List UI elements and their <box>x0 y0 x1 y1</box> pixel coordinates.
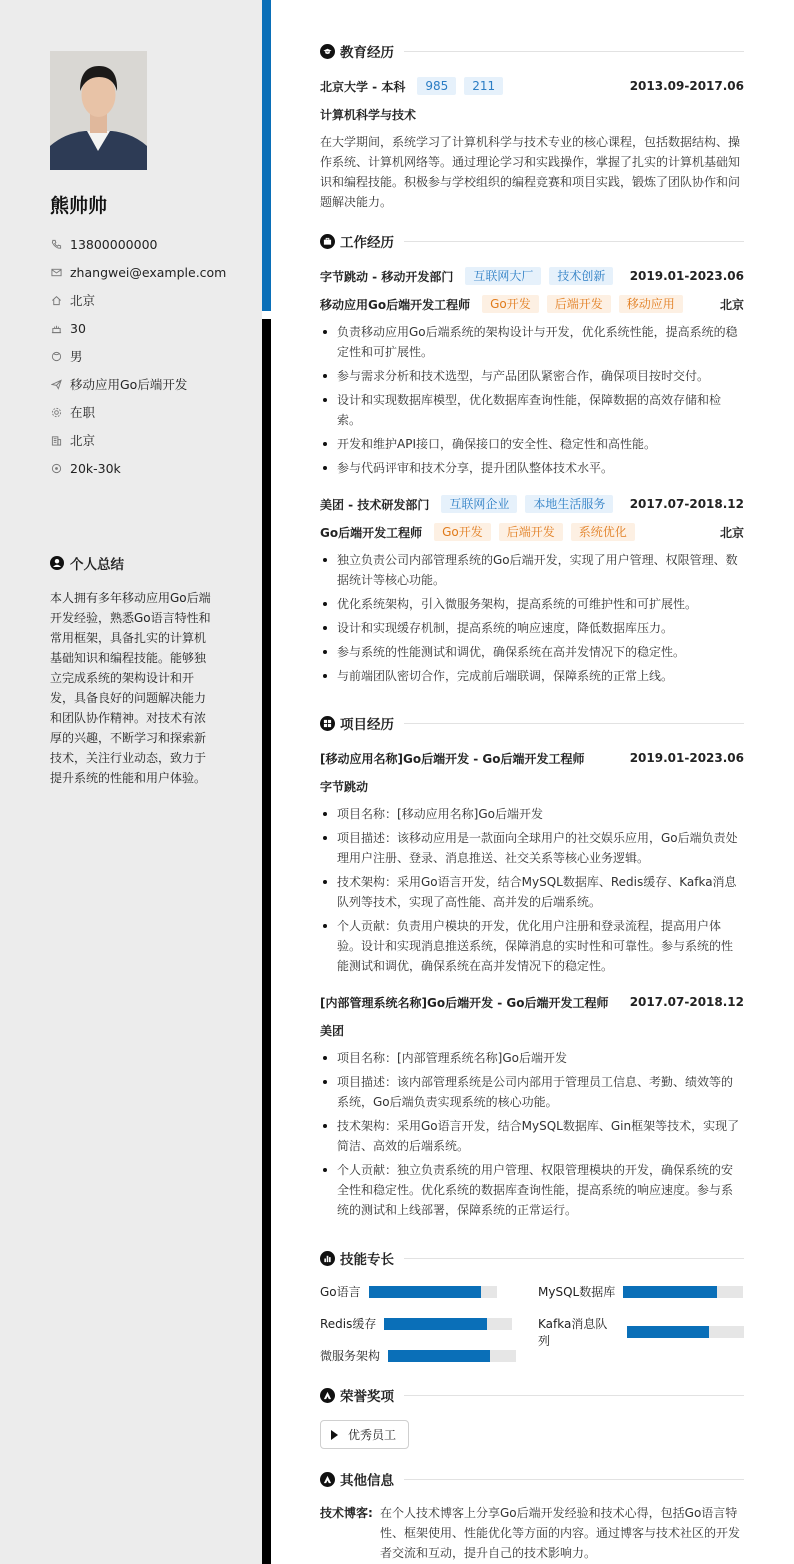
skill-item <box>538 1315 744 1349</box>
info-email <box>50 258 226 286</box>
project-name: [移动应用名称]Go后端开发 - Go后端开发工程师 <box>320 751 585 766</box>
skill-bar <box>369 1286 497 1298</box>
project-header <box>320 992 744 1012</box>
info-text: 北京 <box>70 433 96 448</box>
info-text: 20k-30k <box>70 460 121 476</box>
date: 2013.09-2017.06 <box>629 79 744 93</box>
school-name: 北京大学 - 本科 <box>320 79 406 94</box>
tag: 移动应用 <box>619 295 683 313</box>
project-bullets <box>320 1048 744 1224</box>
list-item: 参与需求分析和技术选型，与产品团队紧密合作，确保项目按时交付。 <box>320 366 744 386</box>
job-role-row <box>320 522 744 542</box>
summary-text: 本人拥有多年移动应用Go后端开发经验，熟悉Go语言特性和常用框架，具备扎实的计算机基础知识和编程技能。能够独立完成系统的架构设计和开发，具备良好的问题解决能力和团队协作精神。对技术有浓厚的兴趣，不断学习和探索新技术，关注行业动态，致力于提升系统的性能和用户体验。 <box>50 591 211 785</box>
section-divider <box>404 51 744 52</box>
job-header <box>320 266 744 286</box>
building-icon <box>50 434 62 446</box>
tag: Go开发 <box>434 523 491 541</box>
salary-icon <box>50 462 62 474</box>
tag: 互联网企业 <box>441 495 517 513</box>
list-item: 技术架构：采用Go语言开发，结合MySQL数据库、Redis缓存、Kafka消息队列等技术，实现了高性能、高并发的后端系统。 <box>320 872 744 912</box>
city: 北京 <box>719 297 744 312</box>
list-item: 开发和维护API接口，确保接口的安全性、稳定性和高性能。 <box>320 434 744 454</box>
info-text: 移动应用Go后端开发 <box>70 377 188 392</box>
skill-name: 微服务架构 <box>320 1349 381 1363</box>
education-major-row <box>320 104 744 124</box>
profile-photo <box>50 51 147 170</box>
info-text: 13800000000 <box>70 236 158 252</box>
info-text: 在职 <box>70 405 96 420</box>
list-item: 个人贡献：独立负责系统的用户管理、权限管理模块的开发，确保系统的安全性和稳定性。优化系统的数据库查询性能，提高系统的响应速度。参与系统的测试和上线部署，保障系统的正常运行。 <box>320 1160 744 1220</box>
play-icon <box>331 1430 338 1440</box>
section-divider <box>404 241 744 242</box>
grid-icon <box>320 716 335 731</box>
info-salary <box>50 454 226 482</box>
project-org: 字节跳动 <box>320 779 369 794</box>
skill-fill <box>369 1286 482 1298</box>
other-info-row <box>320 1503 744 1563</box>
list-item: 优化系统架构，引入微服务架构，提高系统的可维护性和可扩展性。 <box>320 594 744 614</box>
tag: 技术创新 <box>549 267 613 285</box>
skill-name: Redis缓存 <box>320 1317 377 1331</box>
info-text: 30 <box>70 320 86 336</box>
list-item: 参与代码评审和技术分享，提升团队整体技术水平。 <box>320 458 744 478</box>
section-divider <box>404 1395 744 1396</box>
skill-fill <box>627 1326 709 1338</box>
date: 2017.07-2018.12 <box>629 995 744 1009</box>
skill-name: Go语言 <box>320 1285 361 1299</box>
user-icon <box>50 556 64 570</box>
skill-bar <box>623 1286 743 1298</box>
date: 2019.01-2023.06 <box>629 751 744 765</box>
summary-heading <box>50 553 124 573</box>
info-gender <box>50 342 226 370</box>
list-item: 设计和实现数据库模型，优化数据库查询性能，保障数据的高效存储和检索。 <box>320 390 744 430</box>
project-header <box>320 748 744 768</box>
divider-bar <box>262 319 271 1564</box>
award-icon <box>320 1388 335 1403</box>
award-item <box>320 1420 409 1449</box>
section-divider <box>404 723 744 724</box>
job-bullets <box>320 550 744 690</box>
city: 北京 <box>719 525 744 540</box>
candidate-name: 熊帅帅 <box>50 195 108 217</box>
phone-icon <box>50 238 62 250</box>
project-name: [内部管理系统名称]Go后端开发 - Go后端开发工程师 <box>320 995 609 1010</box>
other-text: 在个人技术博客上分享Go后端开发经验和技术心得，包括Go语言特性、框架使用、性能优化等方面的内容。通过博客与技术社区的开发者交流和互动，提升自己的技术影响力。 <box>380 1506 741 1560</box>
home-icon <box>50 294 62 306</box>
job-header <box>320 494 744 514</box>
list-item: 项目名称：[内部管理系统名称]Go后端开发 <box>320 1048 744 1068</box>
skill-fill <box>388 1350 490 1362</box>
other-heading <box>320 1469 744 1489</box>
work-heading <box>320 231 744 251</box>
list-item: 设计和实现缓存机制，提高系统的响应速度，降低数据库压力。 <box>320 618 744 638</box>
info-icon <box>320 1472 335 1487</box>
send-icon <box>50 378 62 390</box>
company: 美团 - 技术研发部门 <box>320 497 430 512</box>
skill-item <box>320 1315 512 1332</box>
role: 移动应用Go后端开发工程师 <box>320 297 471 312</box>
section-title: 荣誉奖项 <box>340 1389 394 1405</box>
info-text: 北京 <box>70 293 96 308</box>
list-item: 负责移动应用Go后端系统的架构设计与开发，优化系统性能，提高系统的稳定性和可扩展性。 <box>320 322 744 362</box>
list-item: 项目名称：[移动应用名称]Go后端开发 <box>320 804 744 824</box>
skills-heading <box>320 1248 744 1268</box>
skill-name: Kafka消息队列 <box>538 1317 608 1348</box>
project-org: 美团 <box>320 1023 345 1038</box>
tag: 后端开发 <box>547 295 611 313</box>
gender-icon <box>50 350 62 362</box>
section-title: 项目经历 <box>340 717 394 733</box>
section-divider <box>404 1258 744 1259</box>
section-title: 技能专长 <box>340 1252 394 1268</box>
info-phone <box>50 230 226 258</box>
tag: 211 <box>464 77 503 95</box>
summary-title: 个人总结 <box>70 557 124 573</box>
age-icon <box>50 322 62 334</box>
skill-fill <box>384 1318 486 1330</box>
list-item: 独立负责公司内部管理系统的Go后端开发，实现了用户管理、权限管理、数据统计等核心功能。 <box>320 550 744 590</box>
list-item: 技术架构：采用Go语言开发，结合MySQL数据库、Gin框架等技术，实现了简洁、高效的后端系统。 <box>320 1116 744 1156</box>
info-text: 男 <box>70 349 83 364</box>
skill-item <box>538 1283 743 1300</box>
skill-name: MySQL数据库 <box>538 1285 616 1299</box>
skill-fill <box>623 1286 717 1298</box>
major: 计算机科学与技术 <box>320 107 417 122</box>
projects-heading <box>320 713 744 733</box>
info-age <box>50 314 226 342</box>
graduation-cap-icon <box>320 44 335 59</box>
education-description: 在大学期间，系统学习了计算机科学与技术专业的核心课程，包括数据结构、操作系统、计算机网络等。通过理论学习和实践操作，掌握了扎实的计算机基础知识和编程技能。积极参与学校组织的编程竞赛和项目实践，锻炼了团队协作和问题解决能力。 <box>320 135 741 209</box>
mail-icon <box>50 266 62 278</box>
project-org-row <box>320 776 744 796</box>
briefcase-icon <box>320 234 335 249</box>
status-icon <box>50 406 62 418</box>
tag: Go开发 <box>482 295 539 313</box>
job-bullets <box>320 322 744 482</box>
tag: 985 <box>417 77 456 95</box>
education-header <box>320 76 744 96</box>
job-role-row <box>320 294 744 314</box>
role: Go后端开发工程师 <box>320 525 423 540</box>
info-status <box>50 398 226 426</box>
skill-item <box>320 1347 516 1364</box>
tag: 系统优化 <box>571 523 635 541</box>
other-label: 技术博客: <box>320 1506 373 1520</box>
info-city <box>50 426 226 454</box>
date: 2019.01-2023.06 <box>629 269 744 283</box>
accent-bar <box>262 0 271 311</box>
section-divider <box>404 1479 744 1480</box>
list-item: 参与系统的性能测试和调优，确保系统在高并发情况下的稳定性。 <box>320 642 744 662</box>
skill-bar <box>384 1318 512 1330</box>
section-title: 其他信息 <box>340 1473 394 1489</box>
tag: 互联网大厂 <box>465 267 541 285</box>
project-bullets <box>320 804 744 980</box>
list-item: 项目描述：该内部管理系统是公司内部用于管理员工信息、考勤、绩效等的系统，Go后端负责实现系统的核心功能。 <box>320 1072 744 1112</box>
skill-bar <box>388 1350 516 1362</box>
education-heading <box>320 41 744 61</box>
date: 2017.07-2018.12 <box>629 497 744 511</box>
award-label: 优秀员工 <box>348 1428 397 1442</box>
info-location <box>50 286 226 314</box>
list-item: 个人贡献：负责用户模块的开发，优化用户注册和登录流程，提高用户体验。设计和实现消息推送系统，保障消息的实时性和可靠性。参与系统的性能测试和调优，确保系统在高并发情况下的稳定性。 <box>320 916 744 976</box>
info-target-position <box>50 370 226 398</box>
tag: 后端开发 <box>499 523 563 541</box>
list-item: 与前端团队密切合作，完成前后端联调，保障系统的正常上线。 <box>320 666 744 686</box>
honors-heading <box>320 1385 744 1405</box>
list-item: 项目描述：该移动应用是一款面向全球用户的社交娱乐应用，Go后端负责处理用户注册、登录、消息推送、社交关系等核心业务逻辑。 <box>320 828 744 868</box>
project-org-row <box>320 1020 744 1040</box>
contact-info-list <box>50 230 226 482</box>
tag: 本地生活服务 <box>525 495 613 513</box>
skill-item <box>320 1283 497 1300</box>
company: 字节跳动 - 移动开发部门 <box>320 269 454 284</box>
section-title: 教育经历 <box>340 45 394 61</box>
section-title: 工作经历 <box>340 235 394 251</box>
skill-bar <box>627 1326 744 1338</box>
bar-chart-icon <box>320 1251 335 1266</box>
info-text: zhangwei@example.com <box>70 264 227 280</box>
